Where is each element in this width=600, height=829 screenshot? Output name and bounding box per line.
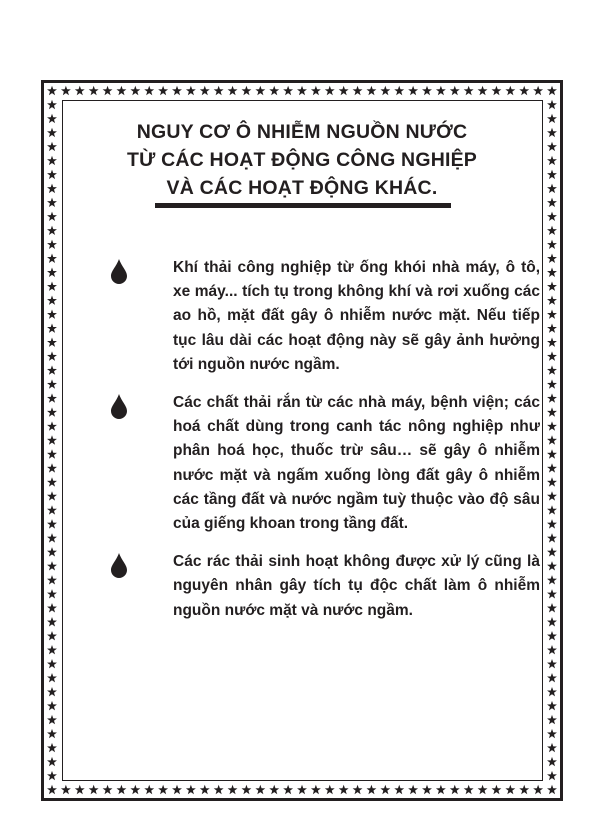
title-line-1: NGUY CƠ Ô NHIỄM NGUỒN NƯỚC — [136, 121, 468, 143]
title-line-3: VÀ CÁC HOẠT ĐỘNG KHÁC. — [166, 177, 438, 199]
bullet-text: Khí thải công nghiệp từ ống khói nhà máy, ô tô, xe máy... tích tụ trong không khí và rơi xuống các ao hồ, mặt đất gây ô nhiễm nước mặt. Nếu tiếp tục lâu dài các hoạt động này sẽ gây ảnh hưởng tới nguồn nước ngầm. — [173, 259, 540, 373]
water-drop-icon — [110, 552, 128, 578]
bullet-list — [110, 256, 540, 637]
water-drop-icon — [110, 393, 128, 419]
title-line-2: TỪ CÁC HOẠT ĐỘNG CÔNG NGHIỆP — [126, 149, 478, 171]
list-item — [110, 550, 540, 623]
page-title — [64, 118, 540, 202]
bullet-text: Các rác thải sinh hoạt không được xử lý cũng là nguyên nhân gây tích tụ độc chất làm ô nhiễm nguồn nước mặt và nước ngầm. — [173, 553, 540, 619]
title-underline — [155, 203, 451, 208]
bullet-text: Các chất thải rắn từ các nhà máy, bệnh viện; các hoá chất dùng trong canh tác nông nghiệp như phân hoá học, thuốc trừ sâu… sẽ gây ô nhiễm nước mặt và ngấm xuống lòng đất gây ô nhiễm các tầng đất và nước ngầm tuỳ thuộc vào độ sâu của giếng khoan trong tầng đất. — [173, 394, 540, 533]
list-item — [110, 256, 540, 377]
water-drop-icon — [110, 258, 128, 284]
list-item — [110, 391, 540, 536]
